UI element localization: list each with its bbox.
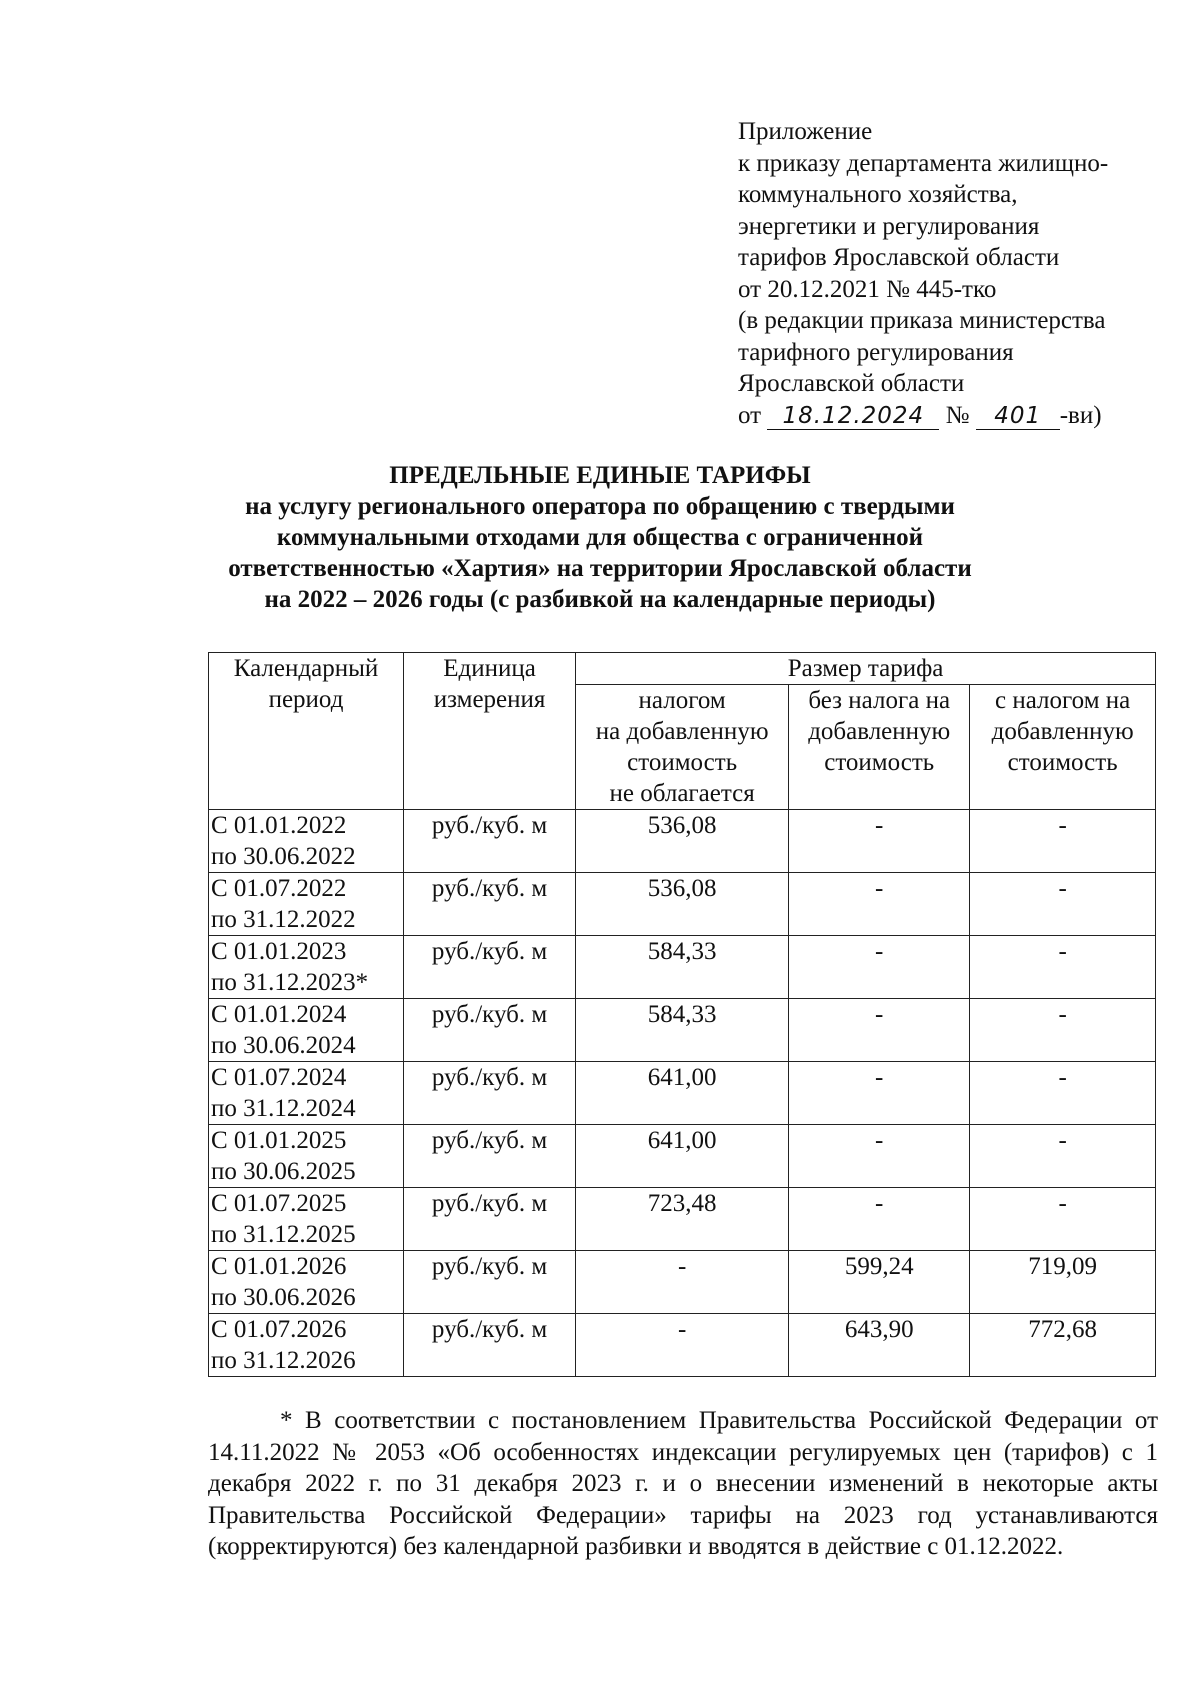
appendix-line: (в редакции приказа министерства [738, 307, 1106, 334]
cell-unit: руб./куб. м [404, 936, 576, 999]
cell-unit: руб./куб. м [404, 1188, 576, 1251]
cell-with-vat: - [970, 999, 1156, 1062]
cell-unit: руб./куб. м [404, 1251, 576, 1314]
cell-period: С 01.07.2024 по 31.12.2024 [209, 1062, 404, 1125]
cell-with-vat: - [970, 1188, 1156, 1251]
title-line: ответственностью «Хартия» на территории Ярославской области [228, 555, 972, 582]
header-tariff-size: Размер тарифа [576, 653, 1156, 685]
header-unit: Единица измерения [404, 653, 576, 810]
cell-unit: руб./куб. м [404, 1125, 576, 1188]
table-row [209, 873, 1156, 936]
appendix-line: к приказу департамента жилищно- [738, 149, 1109, 177]
cell-period: С 01.07.2022 по 31.12.2022 [209, 873, 404, 936]
cell-period: С 01.01.2023 по 31.12.2023* [209, 936, 404, 999]
appendix-line: тарифов Ярославской области [738, 244, 1060, 271]
table-row [209, 999, 1156, 1062]
table-row [209, 1251, 1156, 1314]
table-row [209, 1314, 1156, 1377]
cell-with-vat: - [970, 810, 1156, 873]
cell-without-vat: - [789, 999, 970, 1062]
header-no-vat: налогом на добавленную стоимость не облагается [576, 685, 789, 810]
number-sign: № [945, 401, 970, 429]
cell-no-vat: 584,33 [576, 936, 789, 999]
cell-with-vat: 772,68 [970, 1314, 1156, 1377]
header-row [209, 653, 1156, 685]
header-with-vat: с налогом на добавленную стоимость [970, 685, 1156, 810]
title-heading: ПРЕДЕЛЬНЫЕ ЕДИНЫЕ ТАРИФЫ [389, 462, 811, 489]
cell-no-vat: - [576, 1314, 789, 1377]
handwritten-date: 18.12.2024 [767, 403, 939, 430]
table-row [209, 810, 1156, 873]
cell-with-vat: - [970, 1062, 1156, 1125]
tariff-table [208, 652, 1156, 1377]
cell-without-vat: - [789, 810, 970, 873]
cell-with-vat: - [970, 873, 1156, 936]
appendix-line: Ярославской области [738, 370, 965, 397]
appendix-from-prefix: от [738, 401, 762, 429]
header-period: Календарный период [209, 653, 404, 810]
cell-unit: руб./куб. м [404, 999, 576, 1062]
table-row [209, 1062, 1156, 1125]
cell-unit: руб./куб. м [404, 1314, 576, 1377]
title-line: коммунальными отходами для общества с ограниченной [276, 524, 924, 551]
cell-without-vat: 599,24 [789, 1251, 970, 1314]
footnote: * В соответствии с постановлением Правительства Российской Федерации от 14.11.2022 № 2053 «Об особенностях индексации регулируемых цен (тарифов) с 1 декабря 2022 г. по 31 декабря 2023 г. и о внесении изменений в некоторые акты Правительства Российской Федерации» тарифы на 2023 год устанавливаются (корректируются) без календарной разбивки и вводятся в действие с 01.12.2022. [208, 1407, 1158, 1560]
cell-no-vat: 536,08 [576, 873, 789, 936]
cell-without-vat: 643,90 [789, 1314, 970, 1377]
cell-no-vat: 536,08 [576, 810, 789, 873]
cell-unit: руб./куб. м [404, 873, 576, 936]
table-row [209, 936, 1156, 999]
cell-unit: руб./куб. м [404, 1062, 576, 1125]
cell-period: С 01.01.2025 по 30.06.2025 [209, 1125, 404, 1188]
cell-with-vat: - [970, 936, 1156, 999]
header-without-vat: без налога на добавленную стоимость [789, 685, 970, 810]
cell-no-vat: 584,33 [576, 999, 789, 1062]
title-line: на услугу регионального оператора по обращению с твердыми [245, 493, 955, 520]
appendix-line: коммунального хозяйства, [738, 181, 1018, 208]
table-row [209, 1125, 1156, 1188]
appendix-line: тарифного регулирования [738, 338, 1014, 366]
appendix-signature-line [738, 400, 1178, 432]
handwritten-number: 401 [976, 403, 1060, 430]
appendix-line: от 20.12.2021 № 445-тко [738, 275, 997, 303]
cell-unit: руб./куб. м [404, 810, 576, 873]
cell-period: С 01.01.2022 по 30.06.2022 [209, 810, 404, 873]
appendix-block [738, 116, 1178, 431]
cell-no-vat: - [576, 1251, 789, 1314]
cell-without-vat: - [789, 1062, 970, 1125]
cell-no-vat: 723,48 [576, 1188, 789, 1251]
table-row [209, 1188, 1156, 1251]
appendix-line: Приложение [738, 118, 873, 145]
cell-with-vat: - [970, 1125, 1156, 1188]
cell-without-vat: - [789, 936, 970, 999]
title-line: на 2022 – 2026 годы (с разбивкой на календарные периоды) [264, 586, 936, 613]
appendix-suffix: -ви) [1059, 401, 1102, 429]
cell-period: С 01.07.2025 по 31.12.2025 [209, 1188, 404, 1251]
cell-without-vat: - [789, 1125, 970, 1188]
appendix-line: энергетики и регулирования [738, 212, 1040, 240]
cell-period: С 01.07.2026 по 31.12.2026 [209, 1314, 404, 1377]
cell-no-vat: 641,00 [576, 1125, 789, 1188]
cell-without-vat: - [789, 1188, 970, 1251]
cell-period: С 01.01.2026 по 30.06.2026 [209, 1251, 404, 1314]
cell-no-vat: 641,00 [576, 1062, 789, 1125]
cell-with-vat: 719,09 [970, 1251, 1156, 1314]
cell-without-vat: - [789, 873, 970, 936]
cell-period: С 01.01.2024 по 30.06.2024 [209, 999, 404, 1062]
document-title [150, 460, 1050, 615]
